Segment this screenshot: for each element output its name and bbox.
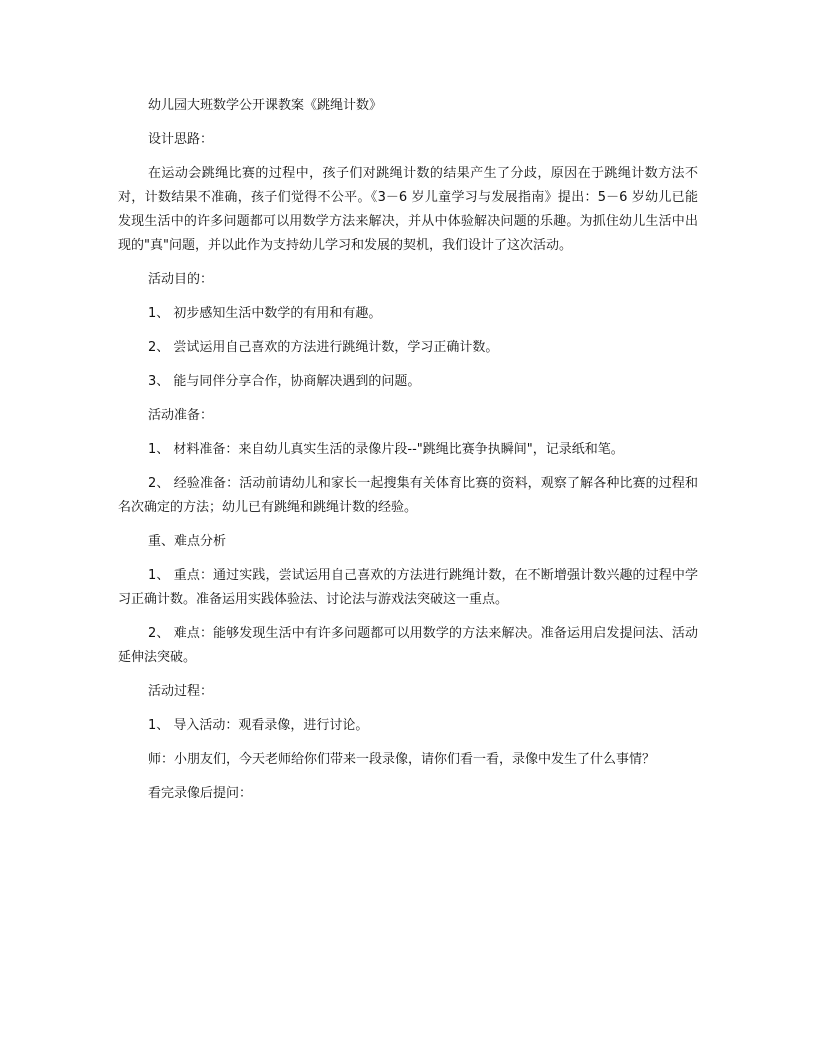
key-point-item-1: 1、 重点：通过实践，尝试运用自己喜欢的方法进行跳绳计数，在不断增强计数兴趣的过程中学习正确计数。准备运用实践体验法、讨论法与游戏法突破这一重点。 (118, 568, 698, 607)
section-heading-design: 设计思路： (148, 132, 214, 147)
key-point-item-2: 2、 难点：能够发现生活中有许多问题都可以用数学的方法来解决。准备运用启发提问法、活动延伸法突破。 (118, 626, 698, 665)
document-title: 幼儿园大班数学公开课教案《跳绳计数》 (148, 98, 383, 113)
objective-item-1: 1、 初步感知生活中数学的有用和有趣。 (148, 306, 382, 321)
section-heading-key-points: 重、难点分析 (148, 534, 227, 549)
preparation-item-2: 2、 经验准备：活动前请幼儿和家长一起搜集有关体育比赛的资料，观察了解各种比赛的过程和名次确定的方法；幼儿已有跳绳和跳绳计数的经验。 (118, 476, 698, 515)
document-body (118, 94, 698, 816)
section-heading-process: 活动过程： (148, 684, 214, 699)
section-heading-objectives: 活动目的： (148, 272, 214, 287)
teacher-dialogue: 师：小朋友们，今天老师给你们带来一段录像，请你们看一看，录像中发生了什么事情？ (148, 752, 656, 767)
preparation-item-1: 1、 材料准备：来自幼儿真实生活的录像片段--"跳绳比赛争执瞬间"，记录纸和笔。 (148, 442, 624, 457)
section-heading-preparation: 活动准备： (148, 408, 214, 423)
objective-item-2: 2、 尝试运用自己喜欢的方法进行跳绳计数，学习正确计数。 (148, 340, 499, 355)
process-item-1: 1、 导入活动：观看录像，进行讨论。 (148, 718, 369, 733)
paragraph-design-rationale: 在运动会跳绳比赛的过程中，孩子们对跳绳计数的结果产生了分歧，原因在于跳绳计数方法不对，计数结果不准确，孩子们觉得不公平。《3－6 岁儿童学习与发展指南》提出：5－6 岁幼儿已能发现生活中的许多问题都可以用数学方法来解决，并从中体验解决问题的乐趣。为抓住幼儿生活中出现的"真"问题，并以此作为支持幼儿学习和发展的契机，我们设计了这次活动。 (118, 166, 698, 253)
post-video-question-heading: 看完录像后提问： (148, 786, 253, 801)
objective-item-3: 3、 能与同伴分享合作，协商解决遇到的问题。 (148, 374, 421, 389)
